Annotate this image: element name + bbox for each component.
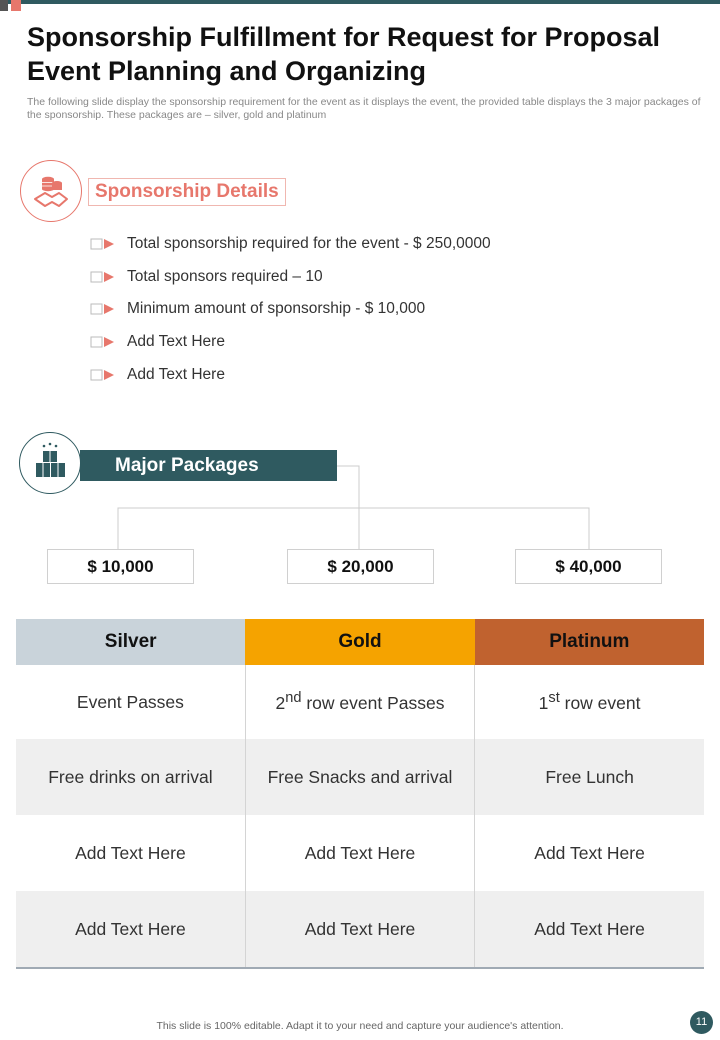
cell-gold: Add Text Here <box>245 891 474 968</box>
footer-note: This slide is 100% editable. Adapt it to your need and capture your audience's attention. <box>156 1020 564 1032</box>
cell-platinum <box>475 665 704 739</box>
table-row <box>16 891 704 968</box>
list-item-text: Add Text Here <box>127 365 225 383</box>
list-item-text: Add Text Here <box>127 333 225 351</box>
header-gold: Gold <box>245 619 474 665</box>
title-line-2: Event Planning and Organizing <box>27 56 427 86</box>
page-number: 11 <box>690 1011 713 1034</box>
cell-platinum: Free Lunch <box>475 739 704 815</box>
price-box-platinum: $ 40,000 <box>515 549 662 584</box>
table-row <box>16 665 704 739</box>
cell-silver: Add Text Here <box>16 815 245 891</box>
table-row <box>16 739 704 815</box>
header-platinum: Platinum <box>475 619 704 665</box>
page-subtitle: The following slide display the sponsorship requirement for the event as it displays the event, the provided table displays the 3 major packages of the sponsorship. These packages are – silver, gold and platinum <box>27 96 701 121</box>
price-box-gold: $ 20,000 <box>287 549 434 584</box>
list-item-text: Total sponsorship required for the event - $ 250,0000 <box>127 235 491 253</box>
list-item-text: Total sponsors required – 10 <box>127 267 323 285</box>
cell-silver: Event Passes <box>16 665 245 739</box>
cell-platinum: Add Text Here <box>475 891 704 968</box>
ordinal-number: 1 <box>538 692 549 713</box>
packages-table <box>16 619 704 969</box>
sponsorship-details-heading: Sponsorship Details <box>88 178 286 206</box>
cell-text: row event <box>559 692 641 713</box>
ordinal-suffix: st <box>548 690 560 707</box>
cell-gold <box>245 665 474 739</box>
table-row <box>16 815 704 891</box>
cell-silver: Add Text Here <box>16 891 245 968</box>
cell-platinum: Add Text Here <box>475 815 704 891</box>
cell-gold: Add Text Here <box>245 815 474 891</box>
cell-gold: Free Snacks and arrival <box>245 739 474 815</box>
header-silver: Silver <box>16 619 245 665</box>
table-header-row <box>16 619 704 665</box>
title-line-1: Sponsorship Fulfillment for Request for Proposal <box>27 22 661 52</box>
cell-silver: Free drinks on arrival <box>16 739 245 815</box>
price-box-silver: $ 10,000 <box>47 549 194 584</box>
ordinal-number: 2 <box>275 692 286 713</box>
major-packages-heading: Major Packages <box>80 450 337 481</box>
ordinal-suffix: nd <box>285 690 302 707</box>
gift-boxes-icon <box>19 432 81 494</box>
list-item-text: Minimum amount of sponsorship - $ 10,000 <box>127 300 426 318</box>
cell-text: row event Passes <box>301 692 445 713</box>
